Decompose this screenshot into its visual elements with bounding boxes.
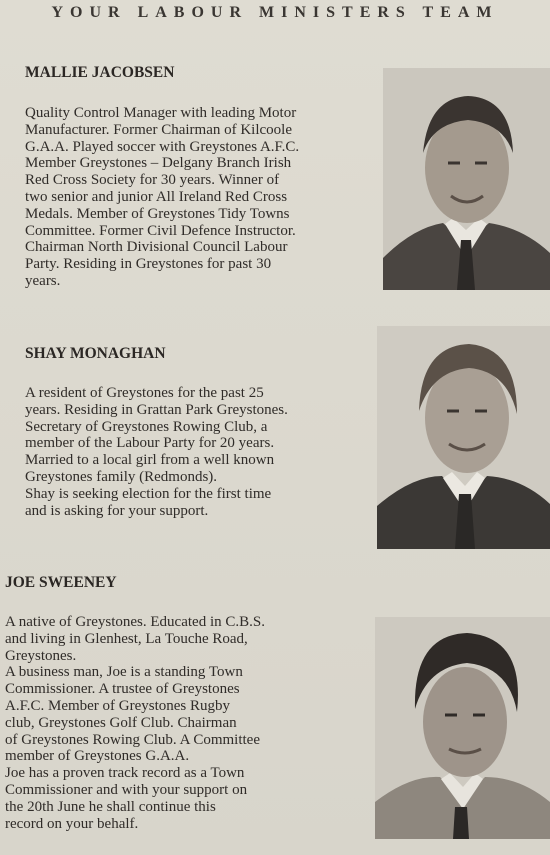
portrait-photo-mallie-jacobsen <box>383 68 550 290</box>
member-bio-mallie-jacobsen: Quality Control Manager with leading Motor Manufacturer. Former Chairman of Kilcoole G.A.A. Played soccer with Greystones A.F.C. Member Greystones – Delgany Branch Irish Red Cross Society for 30 years. Winner of two senior and junior All Ireland Red Cross Medals. Member of Greystones Tidy Towns Committee. Former Civil Defence Instructor. Chairman North Divisional Council Labour Party. Residing in Greystones for past 30 years. <box>25 105 300 289</box>
member-bio-shay-monaghan: A resident of Greystones for the past 25 years. Residing in Grattan Park Greystones. Secretary of Greystones Rowing Club, a member of the Labour Party for 20 years. Married to a local girl from a well known Greystones family (Redmonds). Shay is seeking election for the first time and is asking for your support. <box>25 385 288 519</box>
member-bio-joe-sweeney: A native of Greystones. Educated in C.B.S. and living in Glenhest, La Touche Road, Greystones. A business man, Joe is a standing Town Commissioner. A trustee of Greystones A.F.C. Member of Greystones Rugby club, Greystones Golf Club. Chairman of Greystones Rowing Club. A Committee member of Greystones G.A.A. Joe has a proven track record as a Town Commissioner and with your support on the 20th June he shall continue this record on your behalf. <box>5 614 265 832</box>
portrait-photo-shay-monaghan <box>377 326 550 549</box>
member-name-joe-sweeney: JOE SWEENEY <box>5 574 117 591</box>
member-name-shay-monaghan: SHAY MONAGHAN <box>25 345 166 362</box>
portrait-photo-joe-sweeney <box>375 617 550 839</box>
member-name-mallie-jacobsen: MALLIE JACOBSEN <box>25 64 175 81</box>
page-title: YOUR LABOUR MINISTERS TEAM <box>51 4 499 21</box>
